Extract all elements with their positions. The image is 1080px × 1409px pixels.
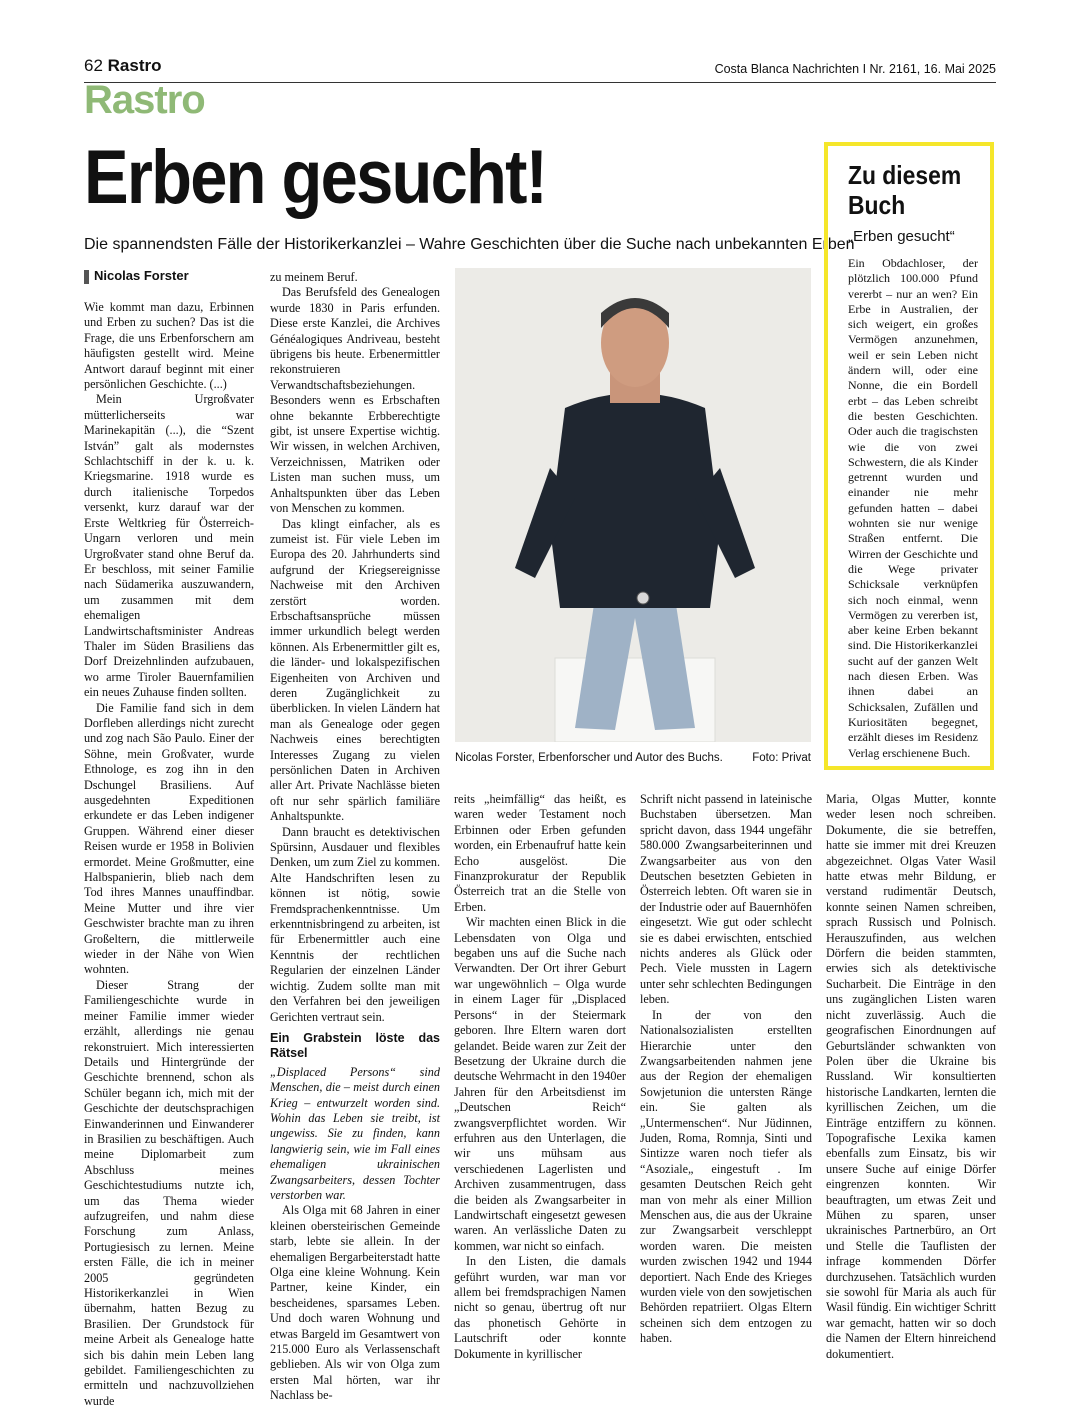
section-title: Rastro	[84, 78, 205, 122]
author-marker	[84, 270, 89, 284]
box-text	[848, 256, 978, 761]
paragraph: Dieser Strang der Familiengeschichte wurde in meiner Familie immer wieder erzählt, allerdings nie genau rekonstruiert. Mich interessierten Details und Hintergründe der Geschichte brennend, schon als Schüler begann ich, mich mit der Geschichte der deutschsprachigen Einwanderinnen und Einwanderer in Brasilien zu beschäftigen. Auch meine Diplomarbeit zum Abschluss meines Geschichtestudiums nutzte ich, um das Thema wieder aufzugreifen, und nahm diese Forschung zum Anlass, Portugiesisch zu lernen. Meine ersten Fälle, die ich in meiner 2005 gegründeten Historikerkanzlei in Wien übernahm, hatten Bezug zu Brasilien. Der Grundstock für meine Arbeit als Genealoge hatte sich bis dahin mein Leben lang gebildet. Familiengeschichten zu ermitteln und nachzuvollziehen wurde	[84, 977, 254, 1408]
article-column-3	[454, 792, 626, 1362]
portrait-illustration	[455, 268, 811, 742]
photo-credit: Foto: Privat	[752, 752, 811, 764]
box-title-line: Buch	[848, 190, 906, 220]
paragraph: Schrift nicht passend in lateinische Buchstaben übersetzen. Man spricht davon, dass 1944 ungefähr 580.000 Zwangsarbeiterinnen und Zwangsarbeiter aus von den Deutschen besetzten Gebieten in Österreich lebten. Oft waren sie in der Industrie oder auf Bauernhöfen eingesetzt. Wie gut oder schlecht sie es dabei erwischten, entschied nichts anderes als Glück oder Pech. Viele mussten in Lagern unter sehr schlechten Bedingungen leben.	[640, 792, 812, 1007]
paragraph: Die Familie fand sich in dem Dorfleben allerdings nicht zurecht und zog nach São Paulo. Einer der Söhne, mein Großvater, wurde Ethnologe, es zog ihn in den Dschungel Brasiliens. Auf ausgedehnten Expeditionen erkundete er das Leben indigener Gruppen. Während einer dieser Reisen wurde er 1958 in Bolivien ermordet. Meine Großmutter, eine Halbspanierin, blieb nach dem Tod ihres Mannes unauffindbar. Meine Mutter und ihre vier Geschwister brachte man zu ihren Großeltern, die mittlerweile wieder in der Nähe von Wien wohnten.	[84, 700, 254, 977]
article-column-2	[270, 270, 440, 1404]
paragraph: Wir machten einen Blick in die Lebensdaten von Olga und begaben uns auf die Suche nach Verwandten. Der Ort ihrer Geburt war ungewöhnlich – Olga wurde in einem Lager für „Displaced Persons“ in der Steiermark geboren. Ihre Eltern waren dort gelandet. Beide waren zur Zeit der Besetzung der Ukraine durch die deutsche Wehrmacht in den 1940er Jahren für den Arbeitsdienst im „Deutschen Reich“ zwangsverpflichtet worden. Wir erfuhren aus den Unterlagen, die wir uns mühsam aus verschiedenen Lagerlisten und Archiven zusammentrugen, dass die beiden als Zwangsarbeiter in Landwirtschaft eingesetzt gewesen waren. An verlässliche Daten zu kommen, war nicht so einfach.	[454, 915, 626, 1253]
paragraph: Wie kommt man dazu, Erbinnen und Erben zu suchen? Das ist die Frage, die uns Erbenforschern am häufigsten gestellt wird. Meine Antwort darauf beginnt mit einer persönlichen Geschichte. (...)	[84, 300, 254, 392]
subheadline: Die spannendsten Fälle der Historikerkanzlei – Wahre Geschichten über die Suche nach unbekannten Erben	[84, 236, 855, 253]
box-title-line: Zu diesem	[848, 160, 962, 190]
book-info-box	[824, 142, 994, 770]
article-column-5	[826, 792, 996, 1362]
intro-italic: „Displaced Persons“ sind Menschen, die – meist durch einen Krieg – entwurzelt worden sind. Wohin das Leben sie treibt, ist ungewiss. Sie zu finden, kann langwierig sein, wie im Fall eines ehemaligen ukrainischen Zwangsarbeiters, dessen Tochter verstorben war.	[270, 1064, 440, 1202]
caption-text: Nicolas Forster, Erbenforscher und Autor des Buchs.	[455, 752, 723, 764]
paragraph: In der von den Nationalsozialisten erstellten Hierarchie unter den Zwangsarbeitenden nahmen jene aus der Region der ehemaligen Sowjetunion die untersten Ränge ein. Sie galten als „Untermenschen“. Nur Jüdinnen, Juden, Roma, Romnja, Sinti und Sintizze waren noch tiefer als “Asoziale„ eingestuft . Im gesamten Deutschen Reich geht man von mehr als einer Million Menschen aus, die aus der Ukraine zur Zwangsarbeit verschleppt worden waren. Die meisten wurden zwischen 1942 und 1944 deportiert. Nach Ende des Krieges wurden viele von den sowjetischen Behörden repatriiert. Olgas Eltern scheinen sich dem entzogen zu haben.	[640, 1007, 812, 1346]
paragraph: Maria, Olgas Mutter, konnte weder lesen noch schreiben. Dokumente, die sie betreffen, hatte sie immer mit drei Kreuzen abgezeichnet. Olgas Vater Wasil hatte etwas mehr Bildung, er verstand rudimentär Deutsch, konnte seinen Namen schreiben, sprach Russisch und Polnisch. Herauszufinden, aus welchen Dörfern die beiden stammten, erwies sich als detektivische Sucharbeit. Die Einträge in den uns zugänglichen Listen waren nicht zuverlässig. Auch die geografischen Einordnungen auf Geburtsländer schwankten von Polen über die Ukraine bis Russland. Wir konsultierten historische Landkarten, lernten die kyrillischen Zeichen, um die Einträge entziffern zu können. Topografische Lexika kamen ebenfalls zum Einsatz, bis wir unsere Suche auf einige Dörfer eingrenzen konnten. Wir beauftragten, um etwas Zeit und Mühen zu sparen, unser ukrainisches Partnerbüro, an Ort und Stelle die Tauflisten der infrage kommenden Dörfer durchzusehen. Tatsächlich wurden sie sowohl für Maria als auch für Wasil fündig. Ein wichtiger Schritt war gemacht, hatten wir so doch die Namen der Eltern hinreichend dokumentiert.	[826, 792, 996, 1361]
paragraph: Dann braucht es detektivischen Spürsinn, Ausdauer und flexibles Denken, um zum Ziel zu kommen. Alte Handschriften lesen zu können ist nötig, sowie Fremdsprachenkenntnisse. Um erkenntnisbringend zu arbeiten, ist für Erbenermittler auch eine Kenntnis der rechtlichen Regularien der einzelnen Länder wichtig. Zudem sollte man mit den Verfahren bei den jeweiligen Gerichten vertraut sein.	[270, 824, 440, 1024]
paragraph: In den Listen, die damals geführt wurden, war man vor allem bei fremdsprachigen Namen nicht so genau, übertrug oft nur das phonetisch Gehörte in Lautschrift oder konnte Dokumente in kyrillischer	[454, 1254, 626, 1361]
headline: Erben gesucht!	[84, 135, 547, 220]
photo-caption	[455, 752, 811, 764]
author-name: Nicolas Forster	[94, 268, 189, 283]
article-column-1	[84, 300, 254, 1409]
author-photo	[455, 268, 811, 742]
paragraph: zu meinem Beruf.	[270, 270, 358, 284]
paragraph: Mein Urgroßvater mütterlicherseits war Marinekapitän (...), die “Szent István” galt als modernstes Schlachtschiff in der k. u. k. Kriegsmarine. 1918 wurde es durch italienische Torpedos versenkt, kurz darauf war der Erste Weltkrieg für Österreich-Ungarn verloren und mein Urgroßvater stand ohne Beruf da. Er beschloss, mit seiner Familie nach Südamerika auszuwandern, um zusammen mit dem ehemaligen Landwirtschaftsminister Andreas Thaler im Süden Brasiliens das Dorf Dreizehnlinden aufzubauen, wo arme Tiroler Bauernfamilien ein neues Zuhause finden sollten.	[84, 392, 254, 700]
page-number: 62 Rastro	[84, 56, 162, 75]
paragraph: reits „heimfällig“ das heißt, es waren weder Testament noch Erbinnen oder Erben gefunden worden, ein Erbenaufruf hatte kein Echo ausgelöst. Die Finanzprokuratur der Republik Österreich trat an die Stelle von Erben.	[454, 792, 626, 914]
paragraph: Als Olga mit 68 Jahren in einer kleinen obersteirischen Gemeinde starb, lebte sie allein. In der ehemaligen Bergarbeiterstadt hatte Olga eine kleine Wohnung. Kein Partner, keine Kinder, ein bescheidenes, sparsames Leben. Und doch waren Wohnung und etwas Bargeld im Gesamtwert von 215.000 Euro als Verlassenschaft geblieben. Als wir von Olga zum ersten Mal hörten, war ihr Nachlass be-	[270, 1203, 440, 1403]
paragraph: Das Berufsfeld des Genealogen wurde 1830 in Paris erfunden. Diese erste Kanzlei, die Archives Généalogiques Andriveau, besteht übrigens bis heute. Erbenermittler rekonstruieren Verwandtschaftsbeziehungen. Besonders wenn es Erbschaften ohne bekannte Erbberechtigte gibt, ist unsere Expertise wichtig. Wir wissen, in welchen Archiven, Verzeichnissen, Matriken oder Listen man suchen muss, um Anhaltspunkten über das Leben von Menschen zu kommen.	[270, 285, 440, 516]
issue-info: Costa Blanca Nachrichten I Nr. 2161, 16. Mai 2025	[714, 62, 996, 76]
box-paragraph: Ein Obdachloser, der plötzlich 100.000 Pfund vererbt – nur an wen? Ein Erbe in Australien, der sich weigert, ein großes Vermögen anzunehmen, weil er sein Leben nicht ändern will, oder eine Nonne, die ein Bordell erbt – das Leben schreibt die besten Geschichten. Oder auch die tragischsten wie die von zwei Schwestern, die als Kinder getrennt wurden und einander nie mehr gefunden hatten – dabei wohnten sie nur wenige Straßen entfernt. Die Wirren der Geschichte und die Wege privater Schicksale verknüpfen sich noch einmal, wenn Vermögen zu vererben ist, aber keine Erben bekannt sind. Die Historikerkanzlei sucht auf der ganzen Welt nach diesen Erben. Was ihnen dabei an Schicksalen, Zufällen und Kuriositäten begegnet, erzählt dieses im Residenz Verlag erschienene Buch.	[848, 256, 978, 760]
box-title	[848, 160, 961, 220]
subheading: Ein Grabstein löste das Rätsel	[270, 1030, 440, 1061]
article-column-4	[640, 792, 812, 1347]
box-subtitle: „Erben gesucht“	[848, 228, 955, 245]
header-rule	[84, 82, 996, 83]
paragraph: Das klingt einfacher, als es zumeist ist. Für viele Leben im Europa des 20. Jahrhunderts sind aufgrund der Kriegsereignisse Nachweise mit den Archiven zerstört worden. Erbschaftsansprüche müssen immer urkundlich belegt werden können. Als Erbenermittler gilt es, die länder- und lokalspezifischen Eigenheiten von Archiven und deren Zugänglichkeit zu überblicken. In vielen Ländern hat man als Genealoge oder gegen Nachweis eines berechtigten Interesses Zugang zu vielen persönlichen Daten in Archiven aller Art. Private Nachlässe bieten oft nur sehr spärlich familiäre Anhaltspunkte.	[270, 516, 440, 824]
